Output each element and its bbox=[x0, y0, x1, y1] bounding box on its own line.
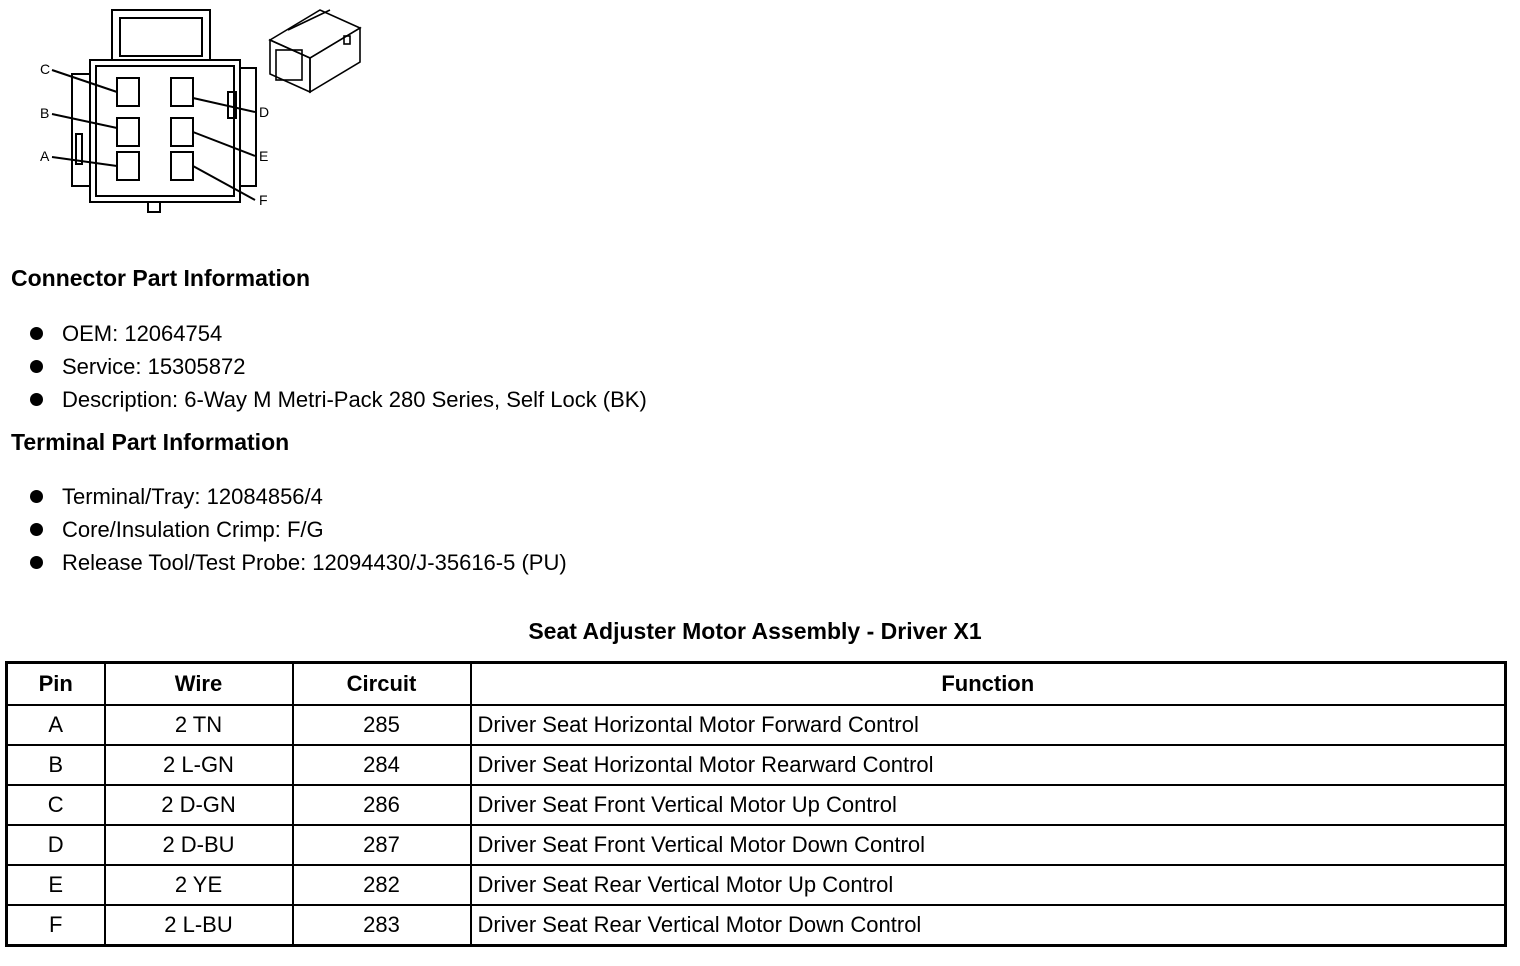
diagram-label-f: F bbox=[259, 192, 268, 208]
diagram-label-b: B bbox=[40, 105, 50, 121]
cell-circuit: 287 bbox=[293, 825, 471, 865]
bullet-icon bbox=[30, 490, 43, 503]
pinout-table bbox=[5, 661, 1507, 947]
table-row bbox=[7, 865, 1506, 905]
oem-text: OEM: 12064754 bbox=[62, 321, 223, 346]
table-row bbox=[7, 905, 1506, 946]
cell-pin: C bbox=[7, 785, 105, 825]
description-text: Description: 6-Way M Metri-Pack 280 Series, Self Lock (BK) bbox=[62, 387, 647, 412]
table-title: Seat Adjuster Motor Assembly - Driver X1 bbox=[528, 618, 982, 644]
cell-pin: A bbox=[7, 705, 105, 745]
terminal-tray-text: Terminal/Tray: 12084856/4 bbox=[62, 484, 323, 509]
bullet-icon bbox=[30, 360, 43, 373]
service-text: Service: 15305872 bbox=[62, 354, 246, 379]
table-row bbox=[7, 745, 1506, 785]
table-row bbox=[7, 785, 1506, 825]
header-function: Function bbox=[471, 663, 1506, 706]
diagram-label-e: E bbox=[259, 148, 269, 164]
table-header-row bbox=[7, 663, 1506, 706]
list-item bbox=[30, 546, 567, 579]
cell-function: Driver Seat Rear Vertical Motor Up Control bbox=[471, 865, 1506, 905]
bullet-icon bbox=[30, 393, 43, 406]
header-pin: Pin bbox=[7, 663, 105, 706]
diagram-label-a: A bbox=[40, 148, 50, 164]
connector-part-info-list bbox=[30, 317, 647, 416]
cell-circuit: 286 bbox=[293, 785, 471, 825]
connector-diagram bbox=[30, 6, 370, 216]
cell-pin: D bbox=[7, 825, 105, 865]
diagram-label-d: D bbox=[259, 104, 270, 120]
connector-part-info-heading: Connector Part Information bbox=[11, 265, 311, 291]
cell-wire: 2 TN bbox=[105, 705, 293, 745]
cell-function: Driver Seat Horizontal Motor Rearward Control bbox=[471, 745, 1506, 785]
cell-function: Driver Seat Horizontal Motor Forward Control bbox=[471, 705, 1506, 745]
connector-3d-view bbox=[270, 10, 360, 92]
bullet-icon bbox=[30, 327, 43, 340]
terminal-part-info-heading: Terminal Part Information bbox=[11, 429, 290, 455]
cell-function: Driver Seat Front Vertical Motor Up Control bbox=[471, 785, 1506, 825]
header-circuit: Circuit bbox=[293, 663, 471, 706]
list-item bbox=[30, 513, 567, 546]
cell-circuit: 284 bbox=[293, 745, 471, 785]
header-wire: Wire bbox=[105, 663, 293, 706]
cell-function: Driver Seat Front Vertical Motor Down Control bbox=[471, 825, 1506, 865]
list-item bbox=[30, 317, 647, 350]
crimp-text: Core/Insulation Crimp: F/G bbox=[62, 517, 324, 542]
release-tool-text: Release Tool/Test Probe: 12094430/J-35616-5 (PU) bbox=[62, 550, 567, 575]
cell-function: Driver Seat Rear Vertical Motor Down Control bbox=[471, 905, 1506, 946]
diagram-label-c: C bbox=[40, 61, 51, 77]
bullet-icon bbox=[30, 523, 43, 536]
bullet-icon bbox=[30, 556, 43, 569]
cell-pin: E bbox=[7, 865, 105, 905]
terminal-part-info-list bbox=[30, 480, 567, 579]
cell-pin: F bbox=[7, 905, 105, 946]
table-row bbox=[7, 825, 1506, 865]
cell-wire: 2 YE bbox=[105, 865, 293, 905]
cell-wire: 2 D-GN bbox=[105, 785, 293, 825]
cell-circuit: 285 bbox=[293, 705, 471, 745]
list-item bbox=[30, 480, 567, 513]
cell-pin: B bbox=[7, 745, 105, 785]
table-row bbox=[7, 705, 1506, 745]
cell-circuit: 283 bbox=[293, 905, 471, 946]
cell-wire: 2 D-BU bbox=[105, 825, 293, 865]
cell-wire: 2 L-BU bbox=[105, 905, 293, 946]
cell-wire: 2 L-GN bbox=[105, 745, 293, 785]
list-item bbox=[30, 350, 647, 383]
connector-face-drawing bbox=[30, 6, 370, 216]
list-item bbox=[30, 383, 647, 416]
cell-circuit: 282 bbox=[293, 865, 471, 905]
